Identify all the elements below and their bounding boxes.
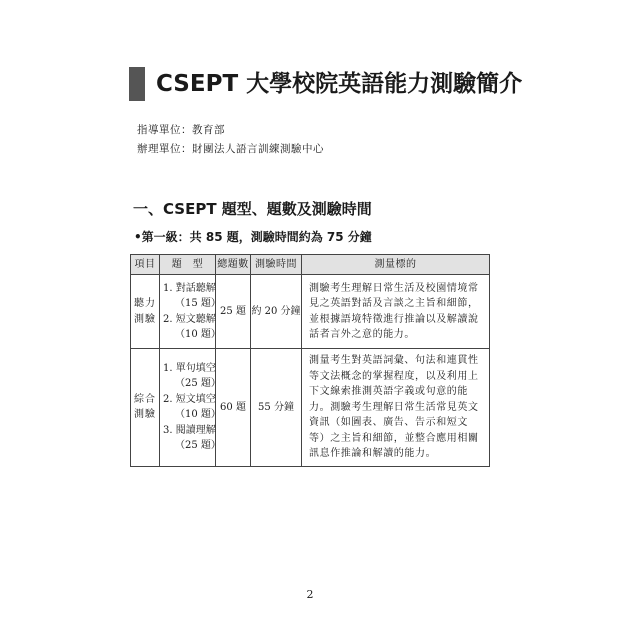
row-time: 約 20 分鐘 <box>251 275 302 349</box>
row-item <box>131 349 160 467</box>
type-count: （25 題） <box>175 378 221 390</box>
row-count: 25 題 <box>216 275 251 349</box>
table-header-row <box>131 255 490 275</box>
row-types <box>160 275 221 349</box>
page-title <box>156 66 522 102</box>
header-goal: 測量標的 <box>302 255 490 275</box>
row-time: 55 分鐘 <box>251 349 302 467</box>
title-text: 大學校院英語能力測驗簡介 <box>246 71 523 97</box>
header-item: 項目 <box>131 255 160 275</box>
type-name: 2. 短文填空 <box>163 393 216 405</box>
type-count: （10 題） <box>175 329 221 340</box>
item-label: 綜合測驗 <box>134 393 156 421</box>
type-name: 3. 閱讀理解 <box>163 424 216 436</box>
exam-structure-table <box>130 254 490 467</box>
type-count: （10 題） <box>175 409 221 421</box>
row-count: 60 題 <box>216 349 251 467</box>
row-item <box>131 275 160 349</box>
title-code: CSEPT <box>156 71 239 97</box>
type-count: （25 題） <box>175 440 221 452</box>
type-name: 1. 對話聽解 <box>163 282 216 294</box>
organizer-unit: 辦理單位：財團法人語言訓練測驗中心 <box>137 143 324 155</box>
guidance-unit: 指導單位：教育部 <box>137 124 225 136</box>
type-count: （15 題） <box>175 298 221 309</box>
row-goal: 測驗考生理解日常生活及校園情境常見之英語對話及言談之主旨和細節，並根據語境特徵進行推論以及解讀說話者言外之意的能力。 <box>302 275 490 349</box>
header-time: 測驗時間 <box>251 255 302 275</box>
header-count: 總題數 <box>216 255 251 275</box>
table-row <box>131 275 490 349</box>
level-summary: •第一級：共 85 題，測驗時間約為 75 分鐘 <box>134 230 372 244</box>
row-types <box>160 349 221 467</box>
row-goal: 測量考生對英語詞彙、句法和連貫性等文法概念的掌握程度，以及利用上下文線索推測英語字義或句意的能力。測驗考生理解日常生活常見英文資訊（如圖表、廣告、告示和短文等）之主旨和細節，並整合應用相關訊息作推論和解讀的能力。 <box>302 349 490 467</box>
page-number: 2 <box>306 588 314 601</box>
item-label: 聽力測驗 <box>134 298 156 325</box>
header-type: 題 型 <box>160 255 216 275</box>
type-name: 1. 單句填空 <box>163 362 216 374</box>
title-accent-bar <box>129 67 145 101</box>
table-row <box>131 349 490 467</box>
type-name: 2. 短文聽解 <box>163 313 216 325</box>
section-heading: 一、CSEPT 題型、題數及測驗時間 <box>133 200 372 218</box>
